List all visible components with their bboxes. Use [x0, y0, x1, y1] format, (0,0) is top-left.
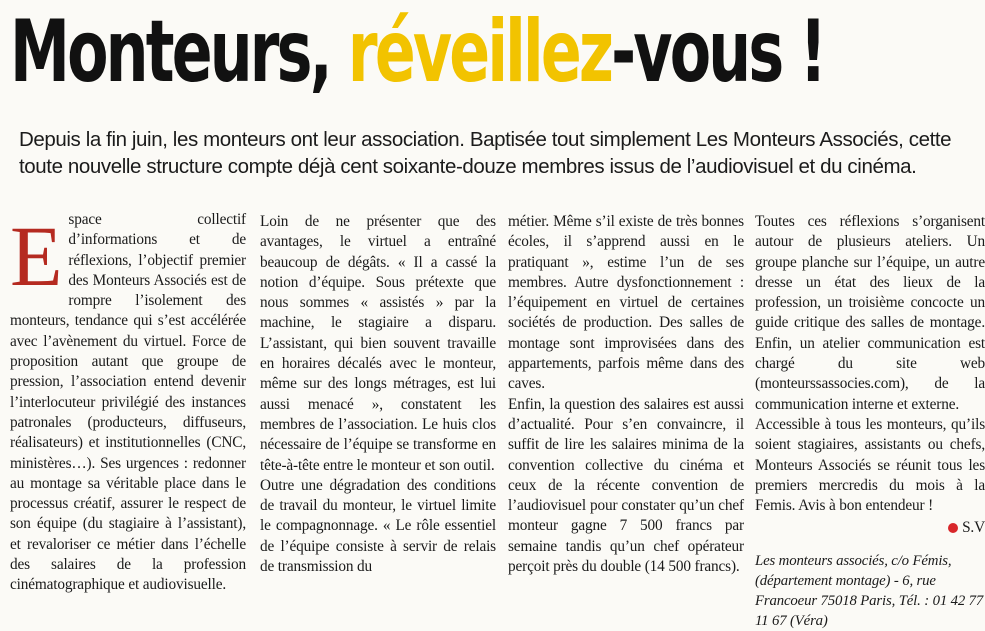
headline [10, 0, 825, 108]
paragraph: Outre une dégradation des conditions de travail du monteur, le virtuel limite le compagnonnage. « Le rôle essentiel de l’équipe consiste à servir de relais de transmission du [260, 476, 496, 576]
signature [755, 518, 985, 538]
headline-part2: -vous ! [611, 2, 825, 102]
column-4 [755, 212, 985, 629]
paragraph: space collectif d’informations et de réflexions, l’objectif premier des Monteurs Associés est de rompre l’isolement des monteurs, tendance qui s’est accélérée avec l’avènement du virtuel. Force de proposition autant que groupe de pression, l’association entend devenir l’interlocuteur privilégié des instances patronales (producteurs, diffuseurs, réalisateurs) et institutionnelles (CNC, ministères…). Ses urgences : redonner au montage sa véritable place dans le processus créatif, assurer le respect de son équipe (du stagiaire à l’assistant), et revaloriser ce métier dans l’échelle des salaires de la profession cinématographique et audiovisuelle. [10, 211, 246, 594]
column-2 [260, 212, 496, 604]
lede: Depuis la fin juin, les monteurs ont leur association. Baptisée tout simplement Les Monteurs Associés, cette toute nouvelle structure compte déjà cent soixante-douze membres issus de l’audiovisuel et du cinéma. [19, 128, 952, 178]
paragraph: Enfin, la question des salaires est aussi d’actualité. Pour s’en convaincre, il suffit de lire les salaires minima de la convention collective du cinéma et ceux de la récente convention de l’audiovisuel pour constater qu’un chef monteur gagne 7 500 francs par semaine tandis qu’un chef opérateur perçoit près du double (14 500 francs). [508, 395, 744, 576]
paragraph: Accessible à tous les monteurs, qu’ils soient stagiaires, assistants ou chefs, Monteurs Associés se réunit tous les premiers mercredis du mois à la Femis. Avis à bon entendeur ! [755, 415, 985, 515]
paragraph: Loin de ne présenter que des avantages, le virtuel a entraîné beaucoup de dégâts. « Il a cassé la notion d’équipe. Sous prétexte que nous sommes « assistés » par la machine, le stagiaire a disparu. L’assistant, qui bien souvent travaille en horaires décalés avec le monteur, même sur des longs métrages, est lui aussi menacé », constatent les membres de l’association. Le huis clos nécessaire de l’équipe se transforme en tête-à-tête entre le monteur et son outil. [260, 213, 496, 474]
contact-info: Les monteurs associés, c/o Fémis, (département montage) - 6, rue Francoeur 75018 Paris, Tél. : 01 42 77 11 67 (Véra) [755, 552, 984, 629]
column-3 [508, 212, 744, 604]
signature-text: S.V [962, 519, 985, 537]
bullet-dot-icon [948, 523, 958, 533]
headline-highlight: réveillez [347, 2, 612, 102]
paragraph: métier. Même s’il existe de très bonnes écoles, il s’apprend aussi en le pratiquant », estime l’un de ses membres. Autre dysfonctionnement : l’équipement en virtuel de certaines sociétés de production. Des salles de montage sont improvisées dans des appartements, parfois même dans des caves. [508, 213, 744, 393]
article-body [10, 208, 985, 629]
headline-part1: Monteurs, [10, 2, 348, 102]
drop-cap: E [10, 208, 63, 304]
paragraph: Toutes ces réflexions s’organisent autour de plusieurs ateliers. Un groupe planche sur l’équipe, un autre dresse un état des lieux de la profession, un troisième concocte un guide critique des salles de montage. Enfin, un atelier communication est chargé du site web (monteurssassocies.com), de la communication interne et externe. [755, 213, 985, 413]
column-1 [10, 208, 246, 604]
